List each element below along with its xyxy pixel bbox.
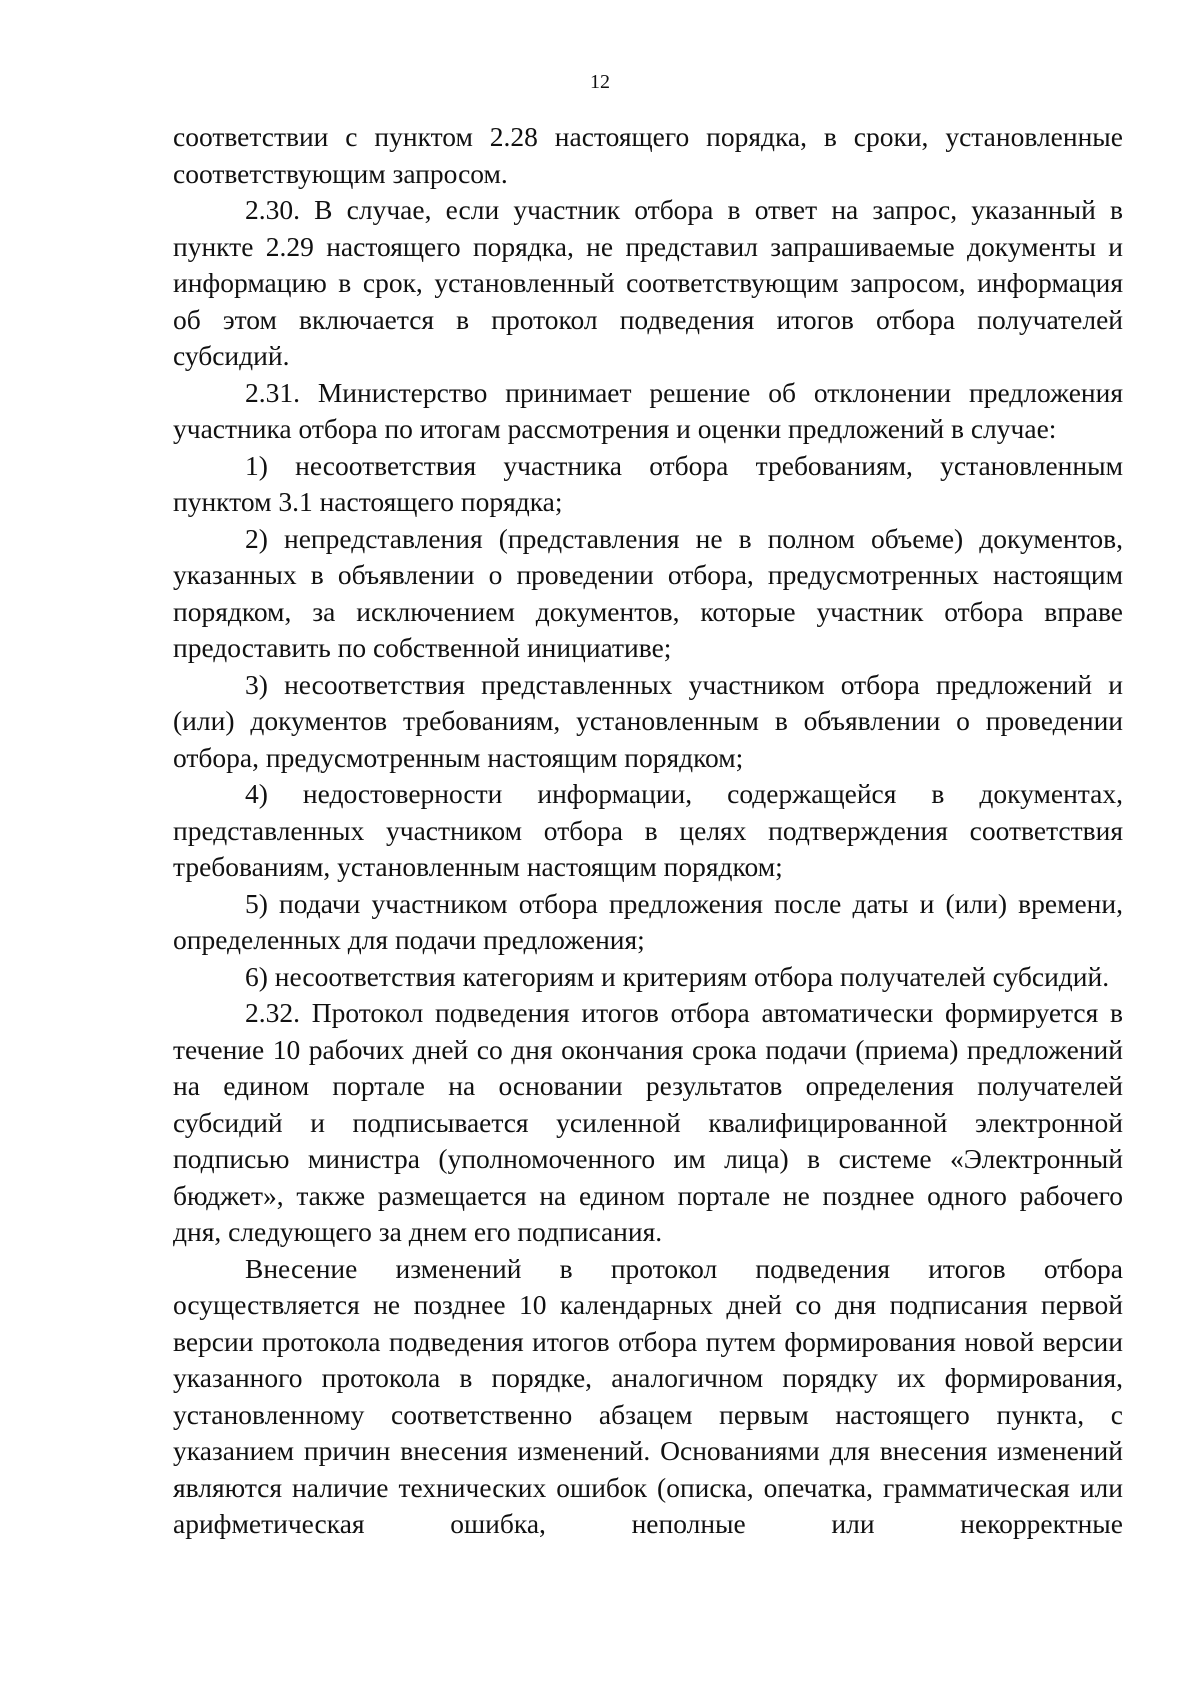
list-item-3: 3) несоответствия представленных участником отбора предложений и (или) документов требованиям, установленным в объявлении о проведении отбора, предусмотренным настоящим порядком; bbox=[173, 668, 1123, 773]
paragraph-2-32: 2.32. Протокол подведения итогов отбора автоматически формируется в течение 10 рабочих дней со дня окончания срока подачи (приема) предложений на едином портале на основании результатов определения получателей субсидий и подписывается усиленной квалифицированной электронной подписью министра (уполномоченного им лица) в системе «Электронный бюджет», также размещается на едином портале не позднее одного рабочего дня, следующего за днем его подписания. bbox=[173, 997, 1123, 1247]
paragraph-continuation: соответствии с пунктом 2.28 настоящего порядка, в сроки, установленные соответствующим запросом. bbox=[173, 121, 1123, 189]
list-item-5: 5) подачи участником отбора предложения после даты и (или) времени, определенных для подачи предложения; bbox=[173, 887, 1123, 955]
list-item-2: 2) непредставления (представления не в полном объеме) документов, указанных в объявлении о проведении отбора, предусмотренных настоящим порядком, за исключением документов, которые участник отбора вправе предоставить по собственной инициативе; bbox=[173, 522, 1123, 663]
list-item-4: 4) недостоверности информации, содержащейся в документах, представленных участником отбора в целях подтверждения соответствия требованиям, установленным настоящим порядком; bbox=[173, 778, 1123, 882]
paragraph-2-31: 2.31. Министерство принимает решение об отклонении предложения участника отбора по итогам рассмотрения и оценки предложений в случае: bbox=[173, 376, 1123, 444]
paragraph-protocol-changes: Внесение изменений в протокол подведения итогов отбора осуществляется не позднее 10 календарных дней со дня подписания первой версии протокола подведения итогов отбора путем формирования новой версии указанного протокола в порядке, аналогичном порядку их формирования, установленному соответственно абзацем первым настоящего пункта, с указанием причин внесения изменений. Основаниями для внесения изменений являются наличие технических ошибок (описка, опечатка, грамматическая или арифметическая ошибка, неполные или некорректные bbox=[173, 1252, 1123, 1539]
list-item-1: 1) несоответствия участника отбора требованиям, установленным пунктом 3.1 настоящего порядка; bbox=[173, 449, 1123, 517]
page-number: 12 bbox=[590, 71, 610, 93]
paragraph-2-30: 2.30. В случае, если участник отбора в ответ на запрос, указанный в пункте 2.29 настоящего порядка, не представил запрашиваемые документы и информацию в срок, установленный соответствующим запросом, информация об этом включается в протокол подведения итогов отбора получателей субсидий. bbox=[173, 194, 1123, 371]
document-body bbox=[173, 119, 1123, 1543]
list-item-6: 6) несоответствия категориям и критериям отбора получателей субсидий. bbox=[245, 960, 1110, 992]
